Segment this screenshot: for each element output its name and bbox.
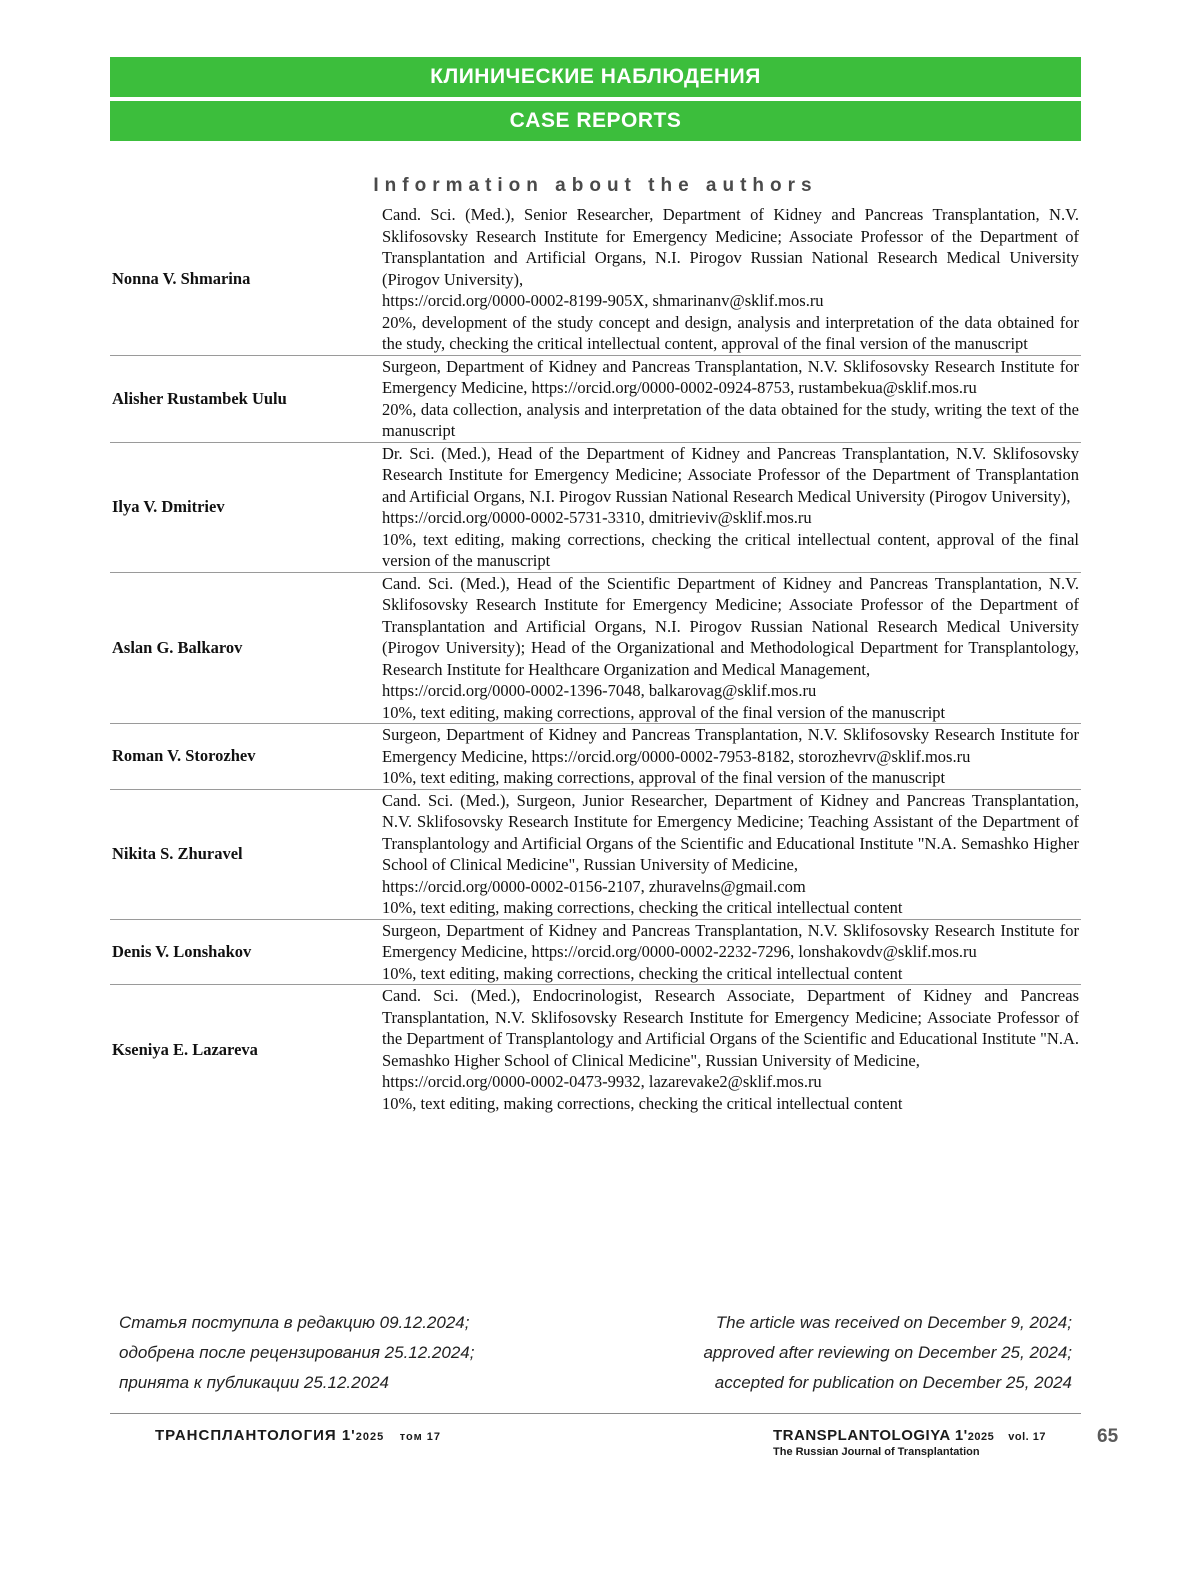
author-detail-line: Cand. Sci. (Med.), Endocrinologist, Research Associate, Department of Kidney and Pancreas Transplantation, N.V. Sklifosovsky Research Institute for Emergency Medicine; Associate Professor of the Department of Transplantology and Artificial Organs of the Scientific and Educational Institute "N.A. Semashko Higher School of Clinical Medicine", Russian University of Medicine, xyxy=(382,986,1079,1070)
author-row xyxy=(110,724,1081,790)
author-detail-line: Surgeon, Department of Kidney and Pancreas Transplantation, N.V. Sklifosovsky Research Institute for Emergency Medicine, https://orcid.org/0000-0002-7953-8182, storozhevrv@sklif.mos.ru xyxy=(382,725,1079,766)
author-detail-line: https://orcid.org/0000-0002-0473-9932, lazarevake2@sklif.mos.ru xyxy=(382,1072,822,1091)
author-detail-line: 20%, development of the study concept and design, analysis and interpretation of the data obtained for the study, checking the critical intellectual content, approval of the final version of the manuscript xyxy=(382,312,1079,353)
author-detail-line: 10%, text editing, making corrections, checking the critical intellectual content xyxy=(382,898,903,917)
footer-journal-ru-title: ТРАНСПЛАНТОЛОГИЯ xyxy=(155,1427,337,1444)
date-line-en: The article was received on December 9, 2024; xyxy=(715,1313,1072,1332)
author-detail-line: Surgeon, Department of Kidney and Pancreas Transplantation, N.V. Sklifosovsky Research Institute for Emergency Medicine, https://orcid.org/0000-0002-2232-7296, lonshakovdv@sklif.mos.ru xyxy=(382,920,1079,961)
footer-journal-en-subtitle: The Russian Journal of Transplantation xyxy=(773,1446,980,1458)
author-name: Roman V. Storozhev xyxy=(112,746,256,766)
author-detail-line: https://orcid.org/0000-0002-5731-3310, dmitrieviv@sklif.mos.ru xyxy=(382,508,812,527)
footer-journal-ru-volume: том 17 xyxy=(399,1431,442,1443)
date-line-ru: Статья поступила в редакцию 09.12.2024; xyxy=(119,1313,470,1332)
author-info xyxy=(382,985,1079,1114)
author-row xyxy=(110,443,1081,573)
author-name: Nonna V. Shmarina xyxy=(112,269,251,289)
author-row xyxy=(110,204,1081,356)
author-name: Alisher Rustambek Uulu xyxy=(112,388,287,408)
author-detail-line: Cand. Sci. (Med.), Surgeon, Junior Researcher, Department of Kidney and Pancreas Transplantation, N.V. Sklifosovsky Research Institute for Emergency Medicine; Teaching Assistant of the Department of Transplantology and Artificial Organs of the Scientific and Educational Institute "N.A. Semashko Higher School of Clinical Medicine", Russian University of Medicine, xyxy=(382,790,1079,874)
author-row xyxy=(110,790,1081,920)
date-line-ru: одобрена после рецензирования 25.12.2024; xyxy=(119,1343,475,1362)
date-line-en: accepted for publication on December 25, 2024 xyxy=(714,1373,1072,1392)
footer-journal-en-title: TRANSPLANTOLOGIYA xyxy=(773,1427,951,1444)
author-row xyxy=(110,985,1081,1114)
author-detail-line: 10%, text editing, making corrections, approval of the final version of the manuscript xyxy=(382,702,946,722)
author-info xyxy=(382,204,1079,355)
author-detail-line: Cand. Sci. (Med.), Head of the Scientific Department of Kidney and Pancreas Transplantation, N.V. Sklifosovsky Research Institute for Emergency Medicine; Associate Professor of the Department of Transplantation and Artificial Organs, N.I. Pirogov Russian National Research Medical University (Pirogov University); Head of the Organizational and Methodological Department for Transplantology, Research Institute for Healthcare Organization and Medical Management, xyxy=(382,573,1079,679)
author-detail-line: https://orcid.org/0000-0002-8199-905X, shmarinanv@sklif.mos.ru xyxy=(382,291,824,310)
author-info xyxy=(382,573,1079,724)
section-band-en: CASE REPORTS xyxy=(110,101,1081,141)
author-name: Aslan G. Balkarov xyxy=(112,637,243,657)
author-name: Ilya V. Dmitriev xyxy=(112,497,225,516)
date-line-ru: принята к публикации 25.12.2024 xyxy=(119,1373,389,1392)
author-info xyxy=(382,790,1079,919)
section-band-ru: КЛИНИЧЕСКИЕ НАБЛЮДЕНИЯ xyxy=(110,57,1081,97)
author-detail-line: 20%, data collection, analysis and interpretation of the data obtained for the study, writing the text of the manuscript xyxy=(382,399,1079,440)
author-detail-line: Cand. Sci. (Med.), Senior Researcher, Department of Kidney and Pancreas Transplantation, N.V. Sklifosovsky Research Institute for Emergency Medicine; Associate Professor of the Department of Transplantation and Artificial Organs, N.I. Pirogov Russian National Research Medical University (Pirogov University), xyxy=(382,205,1079,289)
author-row xyxy=(110,356,1081,443)
footer-journal-en-year: 2025 xyxy=(967,1431,995,1443)
footer-journal-ru xyxy=(155,1427,441,1444)
author-name: Kseniya E. Lazareva xyxy=(112,1039,258,1059)
footer-journal-ru-year: 2025 xyxy=(355,1431,385,1443)
footer-journal-en xyxy=(773,1427,1046,1458)
footer-journal-ru-issue: 1' xyxy=(341,1427,356,1444)
footer-journal-en-volume: vol. 17 xyxy=(1008,1431,1046,1443)
page-number: 65 xyxy=(1097,1426,1119,1447)
author-info xyxy=(382,724,1079,789)
author-detail-line: https://orcid.org/0000-0002-1396-7048, balkarovag@sklif.mos.ru xyxy=(382,681,817,700)
author-detail-line: 10%, text editing, making corrections, checking the critical intellectual content xyxy=(382,963,903,983)
author-info xyxy=(382,443,1079,572)
author-row xyxy=(110,920,1081,986)
author-detail-line: Surgeon, Department of Kidney and Pancreas Transplantation, N.V. Sklifosovsky Research Institute for Emergency Medicine, https://orcid.org/0000-0002-0924-8753, rustambekua@sklif.mos.ru xyxy=(382,356,1079,397)
author-name: Nikita S. Zhuravel xyxy=(112,844,243,863)
author-info xyxy=(382,356,1079,442)
dates-en xyxy=(703,1308,1072,1398)
author-row xyxy=(110,573,1081,725)
author-detail-line: 10%, text editing, making corrections, checking the critical intellectual content, approval of the final version of the manuscript xyxy=(382,529,1079,570)
author-detail-line: 10%, text editing, making corrections, approval of the final version of the manuscript xyxy=(382,768,946,787)
author-info xyxy=(382,920,1079,985)
author-name: Denis V. Lonshakov xyxy=(112,941,252,961)
author-detail-line: https://orcid.org/0000-0002-0156-2107, zhuravelns@gmail.com xyxy=(382,876,806,896)
date-line-en: approved after reviewing on December 25, 2024; xyxy=(703,1343,1072,1362)
author-detail-line: Dr. Sci. (Med.), Head of the Department of Kidney and Pancreas Transplantation, N.V. Sklifosovsky Research Institute for Emergency Medicine; Associate Professor of the Department of Transplantation and Artificial Organs, N.I. Pirogov Russian National Research Medical University (Pirogov University), xyxy=(382,443,1079,506)
authors-table xyxy=(110,204,1081,1114)
footer-divider xyxy=(110,1413,1081,1414)
author-detail-line: 10%, text editing, making corrections, checking the critical intellectual content xyxy=(382,1093,903,1113)
dates-ru xyxy=(119,1308,474,1398)
footer-journal-en-issue: 1' xyxy=(954,1427,968,1444)
section-title: Information about the authors xyxy=(373,175,818,196)
